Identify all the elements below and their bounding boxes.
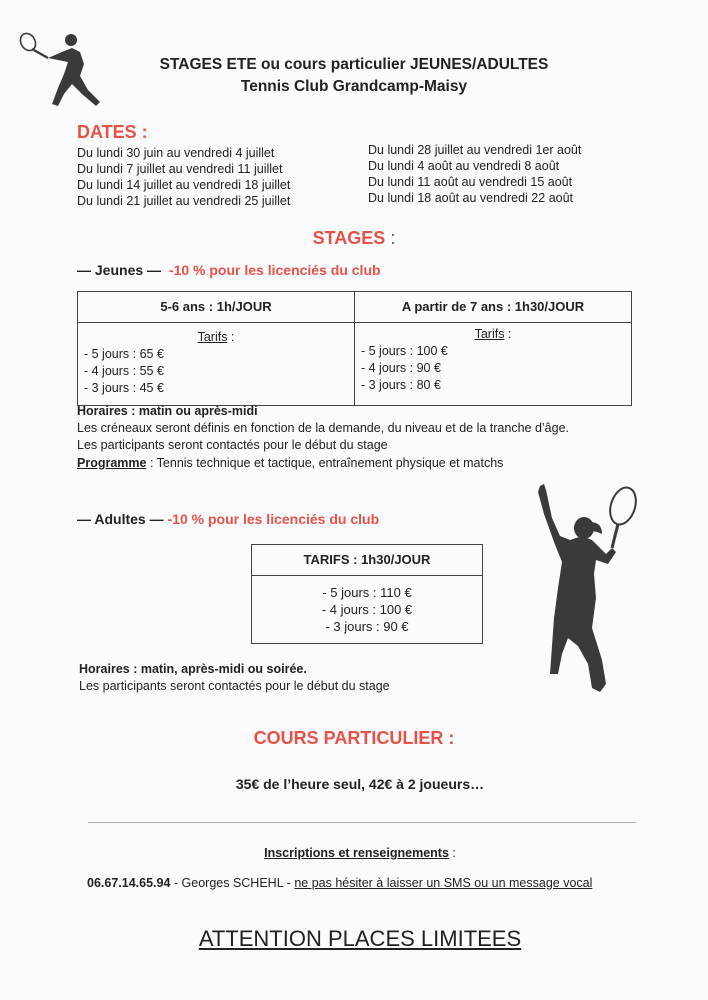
date-item: Du lundi 11 août au vendredi 15 août	[368, 175, 573, 189]
dates-left-column	[77, 145, 290, 209]
jeunes-label: — Jeunes —	[77, 262, 162, 278]
adultes-discount: -10 % pour les licenciés du club	[167, 511, 380, 527]
date-item: Du lundi 7 juillet au vendredi 11 juillet	[77, 162, 283, 176]
divider	[88, 822, 636, 823]
price-line: - 4 jours : 90 €	[361, 361, 441, 375]
jeunes-col2-header-cell	[355, 292, 632, 323]
contact-heading-row	[0, 846, 708, 860]
dates-heading: DATES :	[77, 122, 148, 142]
stages-colon: :	[385, 228, 396, 248]
adultes-tarifs-table	[251, 544, 483, 644]
tennis-player-serve-icon	[530, 478, 650, 696]
price-line: - 4 jours : 100 €	[321, 602, 413, 617]
contact-heading: Inscriptions et renseignements	[264, 846, 449, 860]
jeunes-col1-body	[78, 323, 355, 406]
jeunes-tarifs-table	[77, 291, 632, 406]
adultes-row	[77, 511, 379, 527]
contact-row	[87, 876, 592, 890]
price-line: - 4 jours : 55 €	[84, 364, 164, 378]
jeunes-info-1: Les créneaux seront définis en fonction de la demande, du niveau et de la tranche d’âge.	[77, 421, 570, 435]
adultes-header-cell	[252, 545, 483, 576]
stages-heading: STAGES	[312, 228, 386, 248]
jeunes-col1-header-cell	[78, 292, 355, 323]
cours-heading: COURS PARTICULIER :	[253, 728, 455, 748]
adultes-info: Les participants seront contactés pour le début du stage	[79, 679, 390, 693]
programme-label: Programme	[77, 456, 147, 470]
footer-warning: ATTENTION PLACES LIMITEES	[198, 926, 522, 951]
price-line: - 5 jours : 65 €	[84, 347, 164, 361]
date-item: Du lundi 30 juin au vendredi 4 juillet	[77, 146, 275, 160]
price-line: - 3 jours : 45 €	[84, 381, 164, 395]
contact-heading-colon: :	[448, 846, 456, 860]
stages-heading-row	[0, 228, 708, 249]
price-line: - 3 jours : 90 €	[325, 619, 409, 634]
phone-number: 06.67.14.65.94	[87, 876, 171, 890]
tarifs-label: Tarifs	[474, 327, 505, 341]
price-line: - 3 jours : 80 €	[361, 378, 441, 392]
jeunes-row	[77, 262, 381, 278]
contact-name: - Georges SCHEHL -	[170, 876, 295, 890]
contact-note: ne pas hésiter à laisser un SMS ou un message vocal	[294, 876, 593, 890]
jeunes-col2-body	[355, 323, 632, 406]
programme-text: : Tennis technique et tactique, entraînement physique et matchs	[146, 456, 504, 470]
cours-heading-row	[0, 728, 708, 749]
tarifs-colon: :	[227, 330, 235, 344]
date-item: Du lundi 4 août au vendredi 8 août	[368, 159, 560, 173]
dates-right-column	[368, 142, 581, 206]
jeunes-discount: -10 % pour les licenciés du club	[168, 262, 381, 278]
flyer-title: STAGES ETE ou cours particulier JEUNES/ADULTES	[159, 56, 549, 73]
adultes-body	[252, 576, 483, 644]
date-item: Du lundi 18 août au vendredi 22 août	[368, 191, 574, 205]
price-line: - 5 jours : 100 €	[361, 344, 448, 358]
adultes-label: — Adultes —	[77, 511, 164, 527]
jeunes-info-2: Les participants seront contactés pour le début du stage	[77, 438, 388, 452]
cours-price: 35€ de l’heure seul, 42€ à 2 joueurs…	[235, 776, 485, 792]
adultes-header: TARIFS : 1h30/JOUR	[303, 552, 431, 567]
date-item: Du lundi 28 juillet au vendredi 1er août	[368, 143, 582, 157]
jeunes-horaires: Horaires : matin ou après-midi	[77, 404, 258, 418]
adultes-horaires: Horaires : matin, après-midi ou soirée.	[79, 662, 307, 676]
tarifs-colon: :	[504, 327, 512, 341]
price-line: - 5 jours : 110 €	[322, 585, 412, 600]
jeunes-col1-header: 5-6 ans : 1h/JOUR	[160, 299, 272, 314]
tarifs-label: Tarifs	[197, 330, 228, 344]
date-item: Du lundi 21 juillet au vendredi 25 juillet	[77, 194, 291, 208]
jeunes-col2-header: A partir de 7 ans : 1h30/JOUR	[401, 299, 585, 314]
date-item: Du lundi 14 juillet au vendredi 18 juillet	[77, 178, 291, 192]
programme-row	[77, 455, 503, 472]
club-name: Tennis Club Grandcamp-Maisy	[240, 78, 468, 95]
